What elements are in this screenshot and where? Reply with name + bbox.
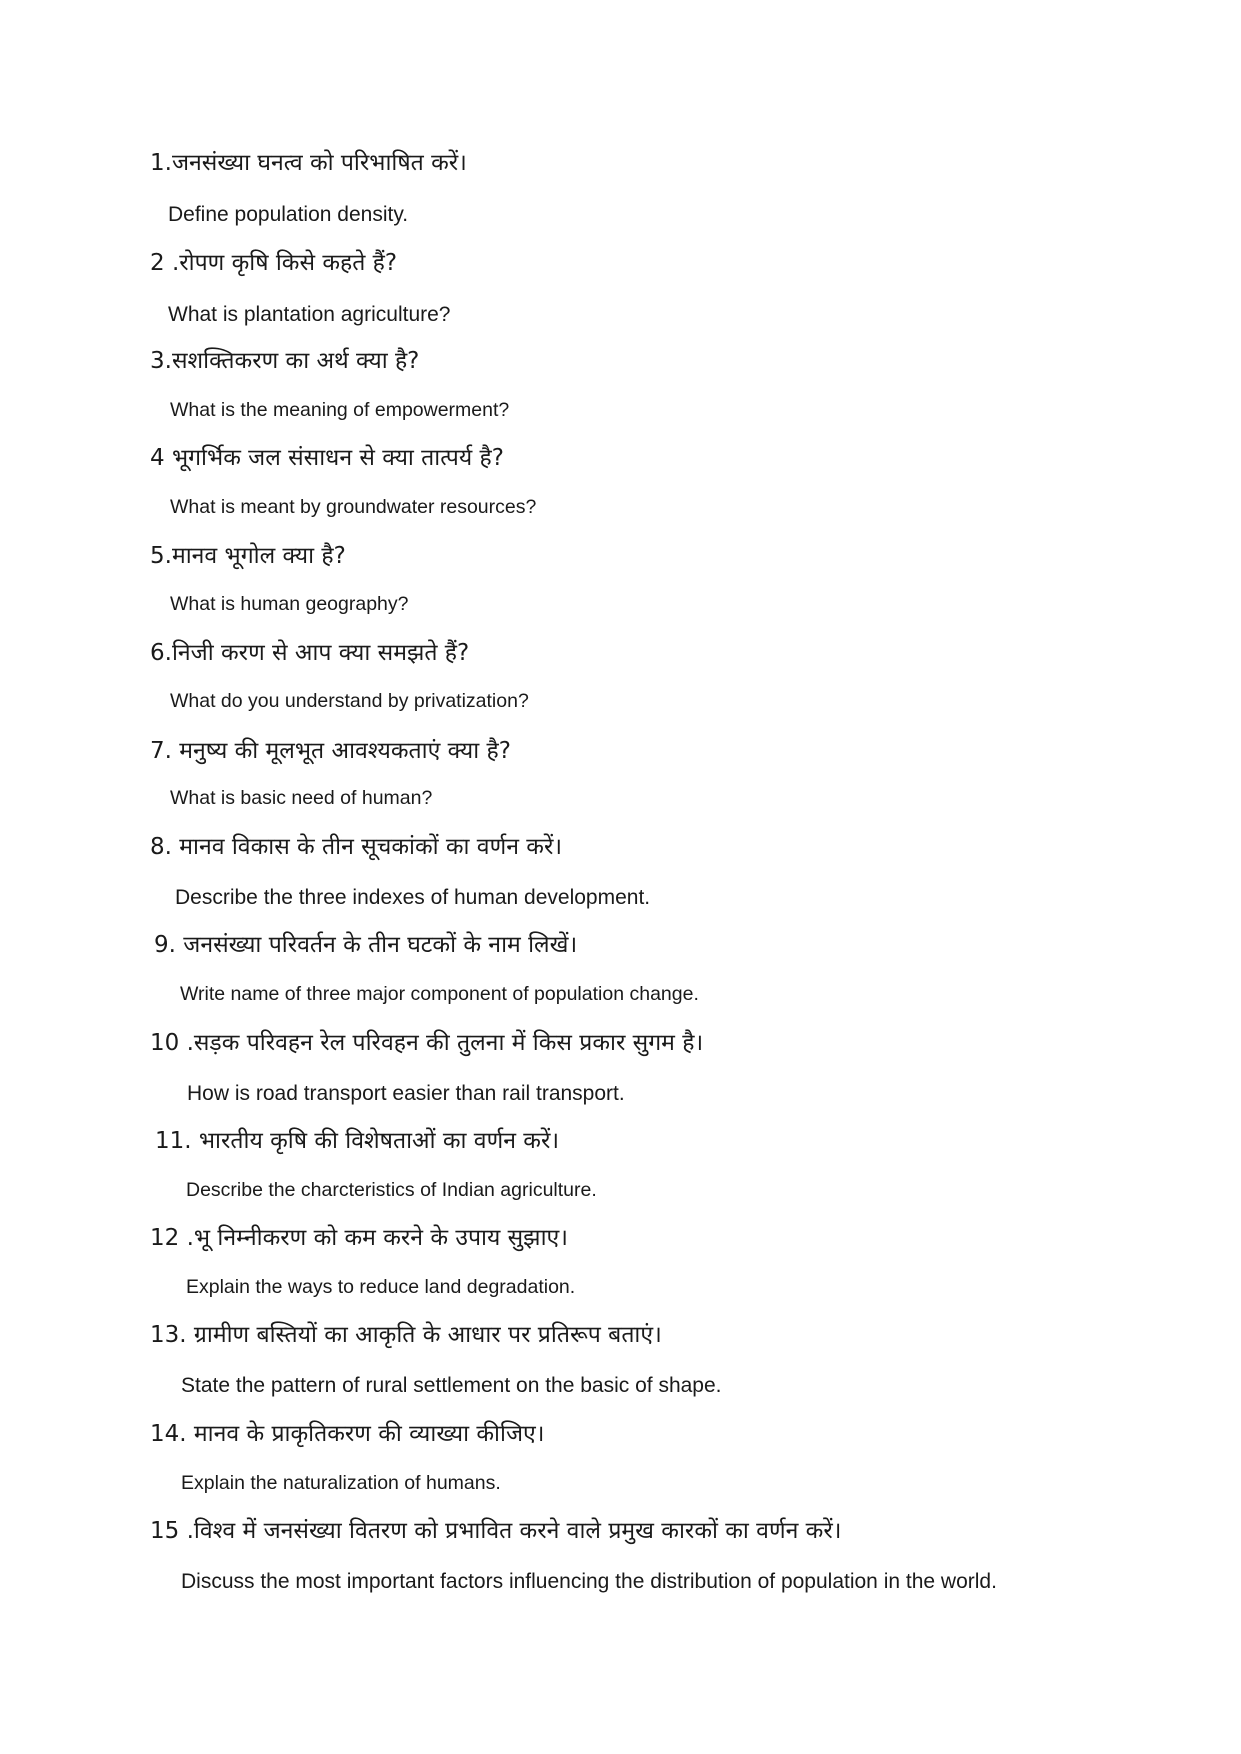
question-1-english: Define population density. bbox=[168, 203, 409, 226]
question-7-hindi: 7. मनुष्य की मूलभूत आवश्यकताएं क्या है? bbox=[150, 738, 511, 764]
question-8-hindi: 8. मानव विकास के तीन सूचकांकों का वर्णन करें। bbox=[150, 834, 563, 860]
question-3-english: What is the meaning of empowerment? bbox=[170, 399, 510, 421]
question-12-english: Explain the ways to reduce land degradation. bbox=[186, 1276, 576, 1298]
question-1-hindi: 1.जनसंख्या घनत्व को परिभाषित करें। bbox=[150, 150, 467, 176]
question-5-english: What is human geography? bbox=[170, 593, 409, 615]
question-13-english: State the pattern of rural settlement on the basic of shape. bbox=[181, 1374, 722, 1397]
question-8-english: Describe the three indexes of human development. bbox=[175, 886, 651, 909]
question-3-hindi: 3.सशक्तिकरण का अर्थ क्या है? bbox=[150, 348, 420, 374]
question-6-english: What do you understand by privatization? bbox=[170, 690, 529, 712]
question-5-hindi: 5.मानव भूगोल क्या है? bbox=[150, 543, 346, 569]
question-9-hindi: 9. जनसंख्या परिवर्तन के तीन घटकों के नाम लिखें। bbox=[154, 932, 578, 958]
question-14-english: Explain the naturalization of humans. bbox=[181, 1472, 501, 1494]
question-15-english: Discuss the most important factors influencing the distribution of population in the world. bbox=[181, 1570, 997, 1593]
question-9-english: Write name of three major component of population change. bbox=[180, 983, 699, 1005]
question-4-english: What is meant by groundwater resources? bbox=[170, 496, 537, 518]
question-2-hindi: 2 .रोपण कृषि किसे कहते हैं? bbox=[150, 250, 398, 276]
question-6-hindi: 6.निजी करण से आप क्या समझते हैं? bbox=[150, 640, 470, 666]
question-15-hindi: 15 .विश्व में जनसंख्या वितरण को प्रभावित करने वाले प्रमुख कारकों का वर्णन करें। bbox=[150, 1518, 842, 1544]
question-10-hindi: 10 .सड़क परिवहन रेल परिवहन की तुलना में किस प्रकार सुगम है। bbox=[150, 1030, 704, 1056]
question-12-hindi: 12 .भू निम्नीकरण को कम करने के उपाय सुझाए। bbox=[150, 1225, 568, 1251]
question-10-english: How is road transport easier than rail transport. bbox=[187, 1082, 625, 1105]
question-14-hindi: 14. मानव के प्राकृतिकरण की व्याख्या कीजिए। bbox=[150, 1421, 545, 1447]
question-11-english: Describe the charcteristics of Indian agriculture. bbox=[186, 1179, 597, 1201]
question-11-hindi: 11. भारतीय कृषि की विशेषताओं का वर्णन करें। bbox=[155, 1128, 560, 1154]
question-13-hindi: 13. ग्रामीण बस्तियों का आकृति के आधार पर प्रतिरूप बताएं। bbox=[150, 1322, 662, 1348]
question-2-english: What is plantation agriculture? bbox=[168, 303, 451, 326]
question-7-english: What is basic need of human? bbox=[170, 787, 433, 809]
question-4-hindi: 4 भूगर्भिक जल संसाधन से क्या तात्पर्य है? bbox=[150, 445, 504, 471]
